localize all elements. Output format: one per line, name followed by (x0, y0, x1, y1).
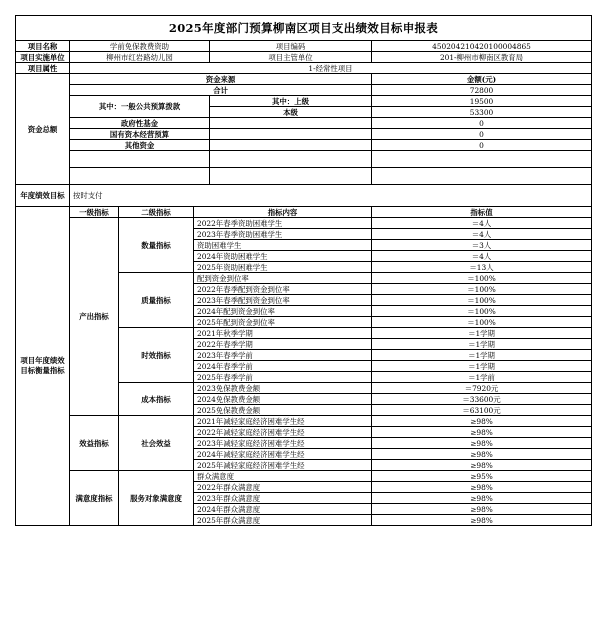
project-name-value: 学前免保教费资助 (70, 41, 210, 52)
indicator-content: 2023年春季配到资金到位率 (194, 295, 372, 306)
indicator-value: ≥98% (372, 482, 592, 493)
indicator-section-label: 项目年度绩效目标衡量指标 (16, 207, 70, 526)
general-budget-label: 其中：一般公共预算拨款 (70, 96, 210, 118)
fund-total-row-label: 合计 (70, 85, 372, 96)
indicator-value: ＝4人 (372, 229, 592, 240)
indicator-value: ＝1学期 (372, 361, 592, 372)
level1-cell: 满意度指标 (70, 471, 119, 526)
project-attribute-label: 项目属性 (16, 63, 70, 74)
indicator-content: 2025年资助困难学生 (194, 262, 372, 273)
superior-fund-value: 19500 (372, 96, 592, 107)
indicator-content: 2023免保教费金额 (194, 383, 372, 394)
superior-fund-label: 其中：上级 (210, 96, 372, 107)
indicator-content: 2023年减轻家庭经济困难学生经 (194, 438, 372, 449)
indicator-value: ＝4人 (372, 218, 592, 229)
indicator-content: 2025免保教费金额 (194, 405, 372, 416)
indicator-content: 2022年减轻家庭经济困难学生经 (194, 427, 372, 438)
value-header: 指标值 (372, 207, 592, 218)
level1-header: 一级指标 (70, 207, 119, 218)
indicator-content: 2022年春季资助困难学生 (194, 218, 372, 229)
indicator-content: 2025年春季学前 (194, 372, 372, 383)
level2-cell: 质量指标 (119, 273, 194, 328)
indicator-content: 2023年春季资助困难学生 (194, 229, 372, 240)
level2-cell: 社会效益 (119, 416, 194, 471)
indicator-value: ＝3人 (372, 240, 592, 251)
indicator-content: 2022年群众满意度 (194, 482, 372, 493)
indicator-content: 2025年群众满意度 (194, 515, 372, 526)
indicator-value: ≥98% (372, 515, 592, 526)
indicator-value: ＝63100元 (372, 405, 592, 416)
indicator-content: 2025年配到资金到位率 (194, 317, 372, 328)
indicator-content: 资助困难学生 (194, 240, 372, 251)
table-body (16, 16, 592, 526)
supervising-unit-label: 项目主管单位 (210, 52, 372, 63)
indicator-value: ＝1学前 (372, 372, 592, 383)
project-attribute-value: 1-经常性项目 (70, 63, 592, 74)
indicator-content: 2024年资助困难学生 (194, 251, 372, 262)
indicator-content: 2024年群众满意度 (194, 504, 372, 515)
indicator-value: ≥98% (372, 504, 592, 515)
supervising-unit-value: 201-柳州市柳南区教育局 (372, 52, 592, 63)
other-fund-label: 其他资金 (70, 140, 210, 151)
indicator-value: ＝33600元 (372, 394, 592, 405)
indicator-content: 2021年减轻家庭经济困难学生经 (194, 416, 372, 427)
level2-cell: 数量指标 (119, 218, 194, 273)
project-name-label: 项目名称 (16, 41, 70, 52)
implementing-unit-value: 柳州市红岩路幼儿园 (70, 52, 210, 63)
indicator-value: ＝100% (372, 317, 592, 328)
government-fund-label: 政府性基金 (70, 118, 210, 129)
content-header: 指标内容 (194, 207, 372, 218)
indicator-value: ＝100% (372, 306, 592, 317)
fund-total-value: 72800 (372, 85, 592, 96)
state-capital-value: 0 (372, 129, 592, 140)
indicator-content: 2023年春季学前 (194, 350, 372, 361)
annual-goal-value: 按时支付 (70, 185, 592, 207)
level2-header: 二级指标 (119, 207, 194, 218)
level1-cell: 效益指标 (70, 416, 119, 471)
indicator-value: ＝1学期 (372, 350, 592, 361)
indicator-value: ＝1学期 (372, 328, 592, 339)
indicator-content: 2022年春季配到资金到位率 (194, 284, 372, 295)
indicator-value: ≥98% (372, 427, 592, 438)
indicator-value: ≥98% (372, 493, 592, 504)
indicator-content: 群众满意度 (194, 471, 372, 482)
level1-cell: 产出指标 (70, 218, 119, 416)
indicator-value: ≥95% (372, 471, 592, 482)
indicator-value: ＝13人 (372, 262, 592, 273)
indicator-value: ≥98% (372, 460, 592, 471)
implementing-unit-label: 项目实施单位 (16, 52, 70, 63)
government-fund-value: 0 (372, 118, 592, 129)
indicator-value: ≥98% (372, 438, 592, 449)
other-fund-value: 0 (372, 140, 592, 151)
project-code-value: 450204210420100004865 (372, 41, 592, 52)
indicator-row (16, 471, 592, 482)
indicator-content: 2024免保教费金额 (194, 394, 372, 405)
indicator-value: ≥98% (372, 416, 592, 427)
indicator-row (16, 416, 592, 427)
indicator-content: 2024年配到资金到位率 (194, 306, 372, 317)
local-fund-label: 本级 (210, 107, 372, 118)
indicator-content: 2021年秋季学期 (194, 328, 372, 339)
level2-cell: 服务对象满意度 (119, 471, 194, 526)
state-capital-label: 国有资本经营预算 (70, 129, 210, 140)
indicator-content: 2024年春季学前 (194, 361, 372, 372)
indicator-content: 2024年减轻家庭经济困难学生经 (194, 449, 372, 460)
indicator-value: ＝100% (372, 273, 592, 284)
level2-cell: 成本指标 (119, 383, 194, 416)
fund-source-header: 资金来源 (70, 74, 372, 85)
fund-amount-header: 金额(元) (372, 74, 592, 85)
indicator-content: 2023年群众满意度 (194, 493, 372, 504)
indicator-content: 2025年减轻家庭经济困难学生经 (194, 460, 372, 471)
level2-cell: 时效指标 (119, 328, 194, 383)
performance-target-table (15, 15, 592, 526)
project-code-label: 项目编码 (210, 41, 372, 52)
report-title: 2025年度部门预算柳南区项目支出绩效目标申报表 (16, 16, 592, 41)
fund-total-label: 资金总额 (16, 74, 70, 185)
indicator-value: ＝100% (372, 284, 592, 295)
annual-goal-label: 年度绩效目标 (16, 185, 70, 207)
indicator-value: ＝4人 (372, 251, 592, 262)
indicator-row (16, 218, 592, 229)
indicator-value: ＝1学期 (372, 339, 592, 350)
indicator-value: ＝100% (372, 295, 592, 306)
indicator-content: 2022年春季学期 (194, 339, 372, 350)
local-fund-value: 53300 (372, 107, 592, 118)
indicator-value: ＝7920元 (372, 383, 592, 394)
indicator-content: 配到资金到位率 (194, 273, 372, 284)
indicator-value: ≥98% (372, 449, 592, 460)
